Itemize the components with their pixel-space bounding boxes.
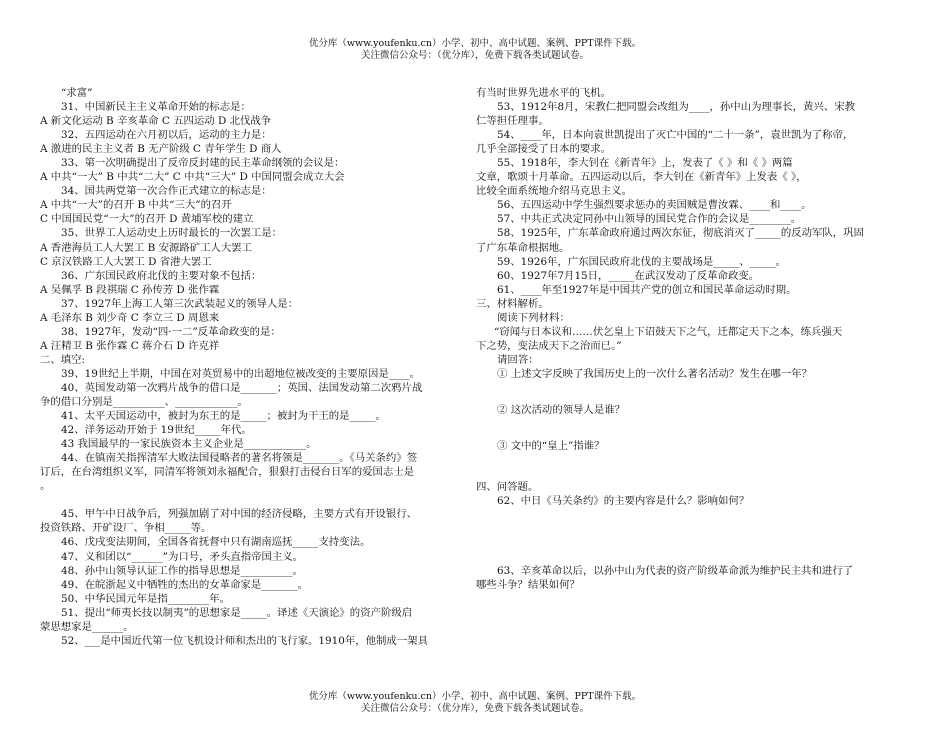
question-52: 52、___是中国近代第一位飞机设计师和杰出的飞行家。1910年，他制成一架具 [61, 634, 428, 647]
question-47: 47、义和团以“______”为口号，矛头直指帝国主义。 [61, 550, 304, 563]
footer-line-2: 关注微信公众号：（优分库），免费下载各类试题试卷。 [360, 703, 589, 714]
question-61: 61、____年至1927年是中国共产党的创立和国民革命运动时期。 [497, 283, 797, 296]
question-31: 31、中国新民主主义革命开始的标志是： [61, 101, 251, 114]
question-63-line-2: 哪些斗争？结果如何？ [476, 579, 580, 592]
question-35: 35、世界工人运动史上历时最长的一次罢工是： [61, 227, 283, 240]
question-37: 37、1927年上海工人第三次武装起义的领导人是： [61, 297, 299, 310]
options-38: A 汪精卫 B 张作霖 C 蒋介石 D 许克祥 [40, 339, 220, 352]
question-49: 49、在皖浙起义中牺牲的杰出的女革命家是_______。 [61, 578, 309, 591]
options-37: A 毛泽东 B 刘少奇 C 李立三 D 周恩来 [40, 311, 220, 324]
question-55-line-3: 比较全面系统地介绍马克思主义。 [476, 185, 632, 198]
material-quote-line-1: “窃闻与日本议和……伏乞皇上下诏鼓天下之气，迁都定天下之本，练兵强天 [494, 325, 843, 338]
header-line-2: 关注微信公众号：（优分库），免费下载各类试题试卷。 [360, 50, 589, 61]
text-line: “求富” [61, 87, 93, 99]
page-header [0, 38, 950, 62]
options-35-cd: C 京汉铁路工人大罢工 D 省港大罢工 [40, 255, 212, 268]
question-59: 59、1926年，广东国民政府北伐的主要战场是_____、_____。 [497, 255, 787, 268]
sub-question-2: ② 这次活动的领导人是谁？ [497, 403, 625, 416]
header-line-1: 优分库（www.youfenku.cn）小学、初中、高中试题、案例、PPT课件下载。 [308, 38, 642, 49]
options-36: A 吴佩孚 B 段祺瑞 C 孙传芳 D 张作霖 [40, 283, 220, 296]
question-58-line-2: 了广东革命根据地。 [476, 241, 570, 254]
question-62: 62、中日《马关条约》的主要内容是什么？影响如何？ [497, 495, 750, 508]
question-54-line-2: 几乎全部接受了日本的要求。 [476, 143, 612, 156]
question-43: 43 我国最早的一家民族资本主义企业是____________。 [61, 438, 317, 451]
options-32: A 激进的民主主义者 B 无产阶级 C 青年学生 D 商人 [40, 143, 282, 156]
question-58-line-1: 58、1925年，广东革命政府通过两次东征，彻底消灭了_____的反动军队，巩固 [497, 227, 864, 240]
question-45-line-2: 投资铁路、开矿设厂、争相_____等。 [40, 522, 212, 535]
options-34-ab: A 中共“一大”的召开 B 中共“三大”的召开 [40, 199, 232, 212]
options-33: A 中共“一大” B 中共“二大” C 中共“三大” D 中国同盟会成立大会 [40, 171, 345, 184]
question-54-line-1: 54、____年，日本向袁世凯提出了灭亡中国的“二十一条”，袁世凯为了称帝， [497, 129, 854, 142]
question-53-line-1: 53、1912年8月，宋教仁把同盟会改组为____，孙中山为理事长，黄兴、宋教 [497, 101, 855, 114]
question-40-line-1: 40、英国发动第一次鸦片战争的借口是_______；英国、法国发动第二次鸦片战 [61, 381, 423, 394]
material-quote-line-2: 下之势，变法成天下之治而已。” [476, 339, 622, 352]
sub-question-1: ① 上述文字反映了我国历史上的一次什么著名活动？发生在哪一年？ [497, 367, 813, 380]
section-material-heading: 三、材料解析。 [476, 297, 549, 310]
question-42: 42、洋务运动开始于 19世纪_____年代。 [61, 424, 252, 437]
question-45-line-1: 45、甲午中日战争后，列强加剧了对中国的经济侵略，主要方式有开设银行、 [61, 508, 418, 521]
question-41: 41、太平天国运动中，被封为东王的是_____；被封为干王的是_____。 [61, 410, 386, 423]
question-44-line-1: 44、在镇南关指挥清军大败法国侵略者的著名将领是_______。《马关条约》签 [61, 452, 418, 465]
question-44-line-2: 订后，在台湾组织义军，同清军将领刘永福配合，狠狠打击侵台日军的爱国志士是 [40, 466, 415, 479]
question-51-line-2: 蒙思想家是______。 [40, 620, 134, 633]
question-57: 57、中共正式决定同孙中山领导的国民党合作的会议是________。 [497, 213, 802, 226]
options-31: A 新文化运动 B 辛亥革命 C 五四运动 D 北伐战争 [40, 115, 272, 128]
options-35-ab: A 香港海员工人大罢工 B 安源路矿工人大罢工 [40, 241, 253, 254]
question-55-line-2: 文章，歌颂十月革命。五四运动以后，李大钊在《新青年》上发表《 》， [476, 171, 807, 184]
section-fill-blank-heading: 二、填空: [40, 353, 86, 366]
question-63-line-1: 63、辛亥革命以后，以孙中山为代表的资产阶级革命派为维护民主共和进行了 [497, 565, 854, 578]
question-48: 48、孙中山领导认证工作的指导思想是__________。 [61, 564, 303, 577]
question-34: 34、国共两党第一次合作正式建立的标志是： [61, 185, 272, 198]
question-33: 33、第一次明确提出了反帝反封建的民主革命纲领的会议是： [61, 157, 345, 170]
section-qa-heading: 四、问答题。 [476, 481, 539, 494]
question-50: 50、中华民国元年是指________年。 [61, 592, 231, 605]
left-column [40, 86, 458, 648]
page-footer [0, 691, 950, 715]
read-material-label: 阅读下列材料： [497, 311, 570, 324]
question-32: 32、五四运动在六月初以后，运动的主力是： [61, 129, 272, 142]
question-40-line-2: 争的借口分别是__________、____________。 [40, 396, 248, 409]
footer-line-1: 优分库（www.youfenku.cn）小学、初中、高中试题、案例、PPT课件下载。 [308, 691, 642, 702]
question-53-line-2: 仁等担任理事。 [476, 115, 549, 128]
question-46: 46、戊戌变法期间，全国各省抚督中只有湖南巡抚_____支持变法。 [61, 536, 371, 549]
question-51-line-1: 51、提出“师夷长技以制夷”的思想家是_____。译述《天演论》的资产阶级启 [61, 606, 413, 619]
question-52-continued: 有当时世界先进水平的飞机。 [476, 87, 612, 99]
question-60: 60、1927年7月15日，_____在武汉发动了反革命政变。 [497, 269, 760, 282]
question-56: 56、五四运动中学生强烈要求惩办的卖国贼是曹汝霖、____和____。 [497, 199, 812, 212]
question-36: 36、广东国民政府北伐的主要对象不包括： [61, 269, 262, 282]
please-answer-label: 请回答： [497, 353, 539, 366]
right-column [476, 86, 906, 592]
question-44-line-3: 。 [40, 480, 51, 493]
question-39: 39、19世纪上半期，中国在对英贸易中的出超地位被改变的主要原因是____。 [61, 367, 420, 380]
sub-question-3: ③ 文中的“皇上”指谁？ [497, 440, 605, 453]
question-38: 38、1927年，发动“四·一二”反革命政变的是： [61, 325, 281, 338]
options-34-cd: C 中国国民党“一大”的召开 D 黄埔军校的建立 [40, 213, 254, 226]
question-55-line-1: 55、1918年，李大钊在《新青年》上，发表了《 》和《 》两篇 [497, 157, 793, 170]
